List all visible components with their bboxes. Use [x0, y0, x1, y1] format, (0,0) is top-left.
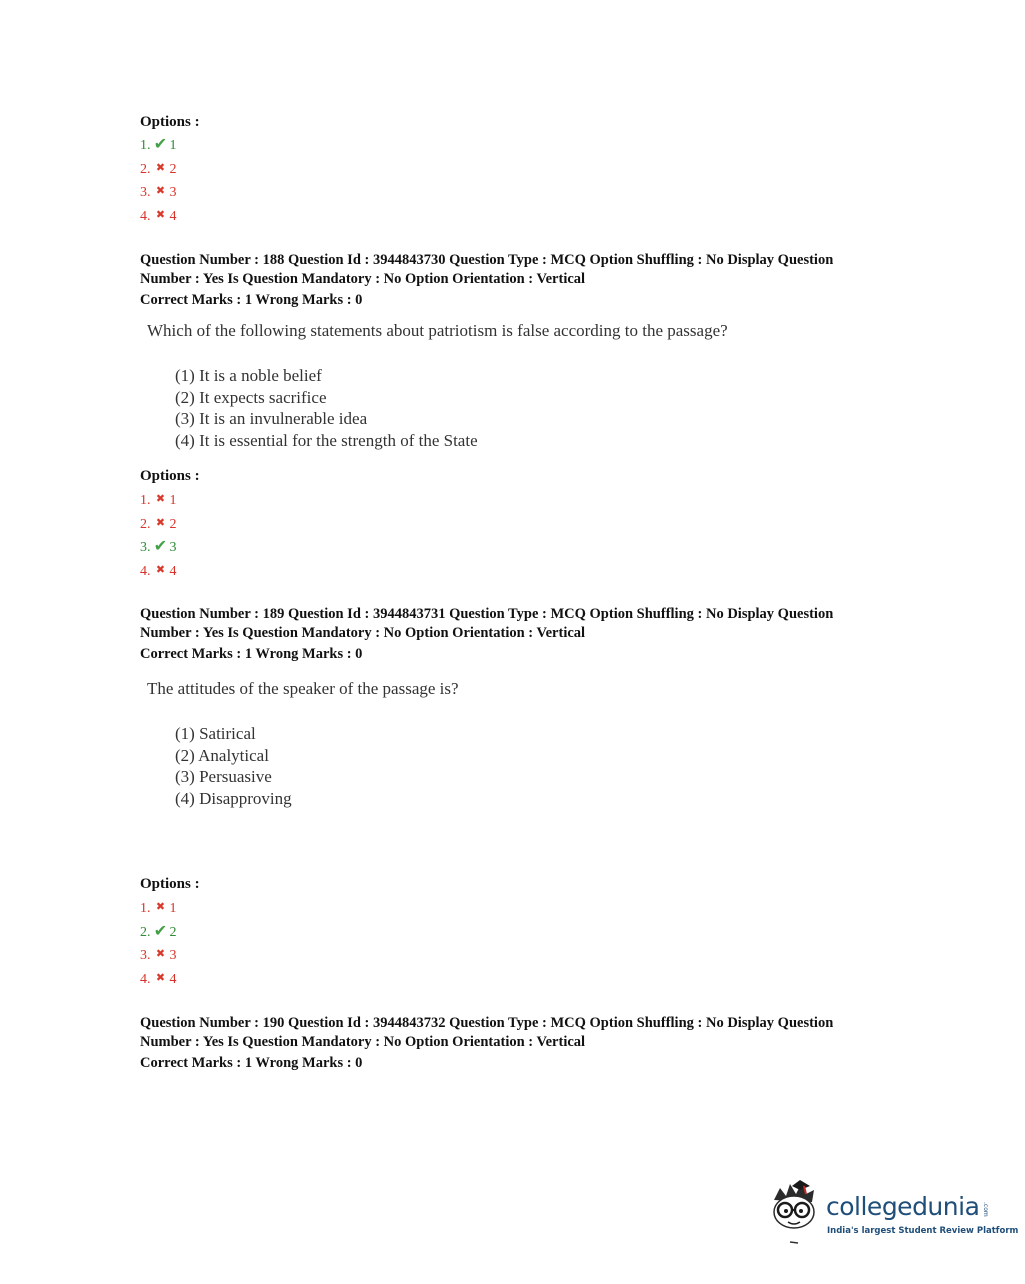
option-value: 1	[169, 901, 177, 916]
options-list	[140, 896, 177, 990]
mascot-icon	[766, 1178, 826, 1248]
question-188-text: Which of the following statements about patriotism is false according to the passage?	[147, 321, 728, 340]
question-189-text: The attitudes of the speaker of the passage is?	[147, 679, 459, 698]
option-number: 3.	[140, 540, 151, 556]
option-row	[140, 920, 177, 944]
cross-icon: ✖	[155, 516, 166, 529]
cross-icon: ✖	[155, 208, 166, 221]
choice-item: (4) Disapproving	[175, 788, 292, 808]
question-meta-line: Number : Yes Is Question Mandatory : No Option Orientation : Vertical	[140, 624, 586, 641]
choice-item: (3) Persuasive	[175, 767, 272, 787]
options-list	[140, 488, 177, 582]
option-value: 2	[169, 161, 177, 177]
option-row	[140, 967, 177, 991]
question-190-meta	[140, 1014, 910, 1073]
question-189-choices	[175, 723, 292, 809]
option-row	[140, 943, 177, 967]
choice-item: (2) It expects sacrifice	[175, 387, 327, 407]
option-number: 2.	[140, 161, 151, 177]
option-number: 4.	[140, 971, 151, 987]
cross-icon: ✖	[155, 948, 166, 961]
option-value: 1	[169, 493, 177, 508]
question-188-choices	[175, 365, 478, 451]
option-value: 2	[169, 516, 177, 532]
brand-suffix: .com	[982, 1202, 989, 1217]
option-row	[140, 133, 177, 157]
question-marks: Correct Marks : 1 Wrong Marks : 0	[140, 1055, 363, 1071]
option-value: 3	[169, 540, 177, 556]
question-marks: Correct Marks : 1 Wrong Marks : 0	[140, 646, 363, 662]
cross-icon: ✖	[155, 563, 166, 576]
question-marks: Correct Marks : 1 Wrong Marks : 0	[140, 292, 363, 308]
question-188-meta	[140, 251, 910, 310]
choice-item: (1) It is a noble belief	[175, 366, 322, 385]
options-heading: Options :	[140, 114, 200, 130]
option-row	[140, 896, 177, 920]
cross-icon: ✖	[155, 161, 166, 174]
choice-item: (2) Analytical	[175, 745, 269, 765]
cross-icon: ✖	[155, 971, 166, 984]
question-meta-line: Question Number : 189 Question Id : 3944843731 Question Type : MCQ Option Shuffling : No Display Question	[140, 606, 834, 622]
option-row	[140, 535, 177, 559]
question-meta-line: Number : Yes Is Question Mandatory : No Option Orientation : Vertical	[140, 270, 586, 287]
cross-icon: ✖	[155, 185, 166, 198]
cross-icon: ✖	[155, 901, 166, 913]
brand-tagline: India's largest Student Review Platform	[827, 1226, 1019, 1236]
choice-item: (4) It is essential for the strength of the State	[175, 430, 478, 450]
option-value: 4	[169, 971, 177, 987]
check-icon: ✔	[153, 922, 168, 940]
question-meta-line: Question Number : 188 Question Id : 3944843730 Question Type : MCQ Option Shuffling : No Display Question	[140, 252, 834, 268]
brand-name: collegedunia	[826, 1192, 980, 1221]
choice-item: (1) Satirical	[175, 724, 256, 743]
check-icon: ✔	[153, 538, 168, 556]
cross-icon: ✖	[155, 493, 166, 505]
option-row	[140, 559, 177, 583]
choice-item: (3) It is an invulnerable idea	[175, 409, 368, 429]
question-meta-line: Question Number : 190 Question Id : 3944843732 Question Type : MCQ Option Shuffling : No Display Question	[140, 1015, 834, 1031]
options-list	[140, 133, 177, 227]
option-row	[140, 512, 177, 536]
option-number: 2.	[140, 924, 151, 940]
option-value: 1	[169, 138, 177, 153]
option-value: 3	[169, 948, 177, 964]
option-value: 4	[169, 563, 177, 579]
option-value: 2	[169, 924, 177, 940]
option-number: 3.	[140, 948, 151, 964]
options-heading: Options :	[140, 876, 200, 892]
option-row	[140, 157, 177, 181]
option-number: 4.	[140, 563, 151, 579]
option-number: 1.	[140, 138, 151, 153]
option-number: 1.	[140, 493, 151, 508]
option-row	[140, 204, 177, 228]
option-number: 2.	[140, 516, 151, 532]
options-heading: Options :	[140, 468, 200, 484]
option-value: 3	[169, 185, 177, 201]
check-icon: ✔	[153, 136, 168, 153]
option-number: 4.	[140, 208, 151, 224]
option-number: 1.	[140, 901, 151, 916]
option-number: 3.	[140, 185, 151, 201]
option-value: 4	[169, 208, 177, 224]
question-189-meta	[140, 605, 910, 664]
option-row	[140, 180, 177, 204]
question-meta-line: Number : Yes Is Question Mandatory : No Option Orientation : Vertical	[140, 1033, 586, 1050]
option-row	[140, 488, 177, 512]
collegedunia-logo[interactable]	[766, 1178, 1019, 1248]
